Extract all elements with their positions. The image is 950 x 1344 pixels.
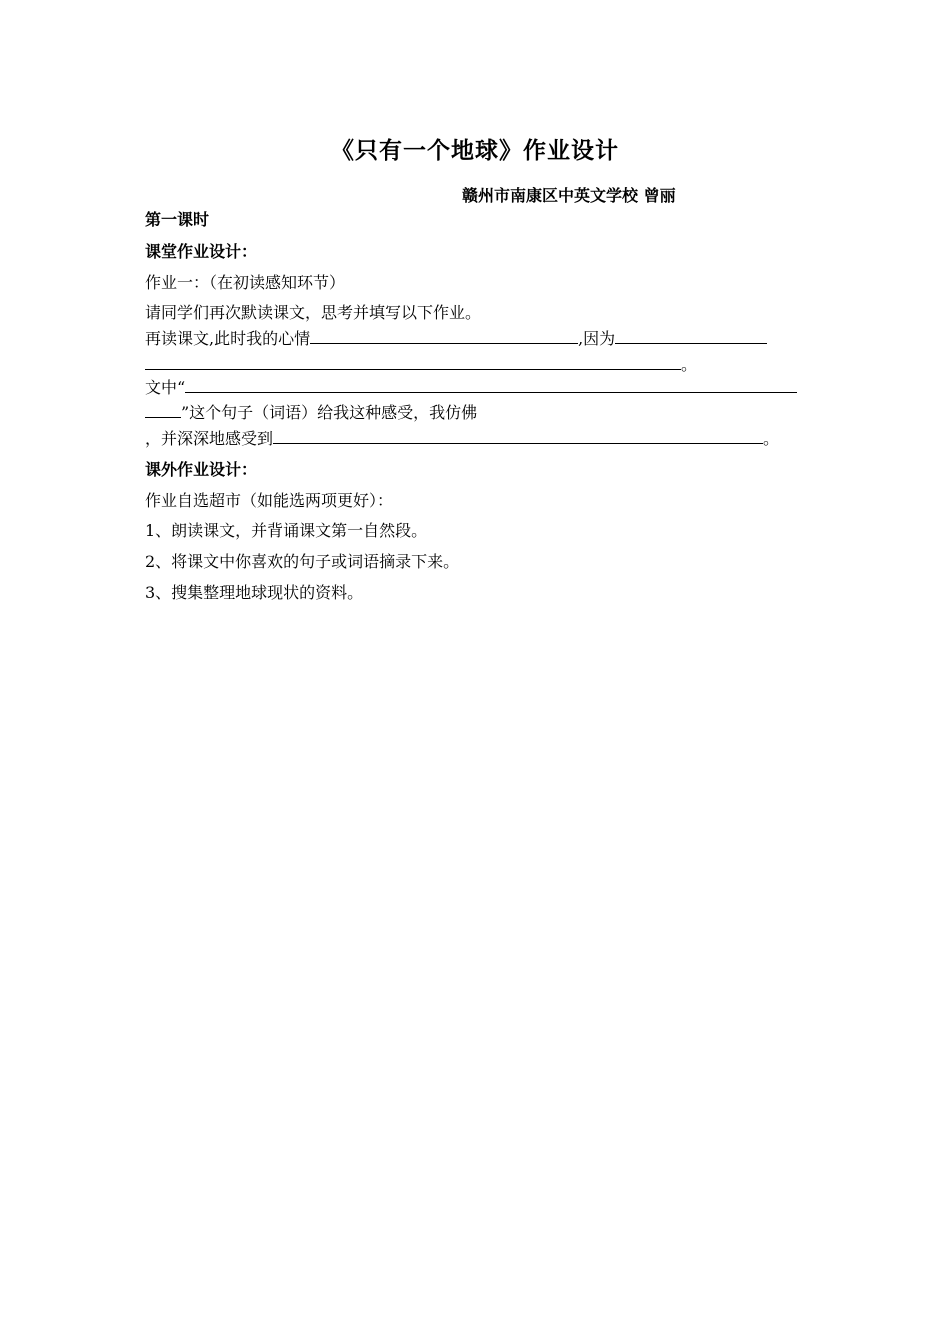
sentence-blank-2[interactable]	[145, 402, 181, 418]
mood-blank[interactable]	[310, 328, 578, 344]
fill-line-3	[145, 375, 797, 398]
task1-intro: 请同学们再次默读课文，思考并填写以下作业。	[145, 303, 482, 322]
fill-line-5	[145, 426, 779, 449]
fill1-because: ,因为	[578, 329, 616, 348]
author-line: 赣州市南康区中英文学校 曾丽	[462, 186, 676, 205]
fill-line-4	[145, 400, 477, 423]
homework-intro: 作业自选超市（如能选两项更好）：	[145, 491, 394, 510]
homework-heading: 课外作业设计：	[145, 460, 258, 479]
homework-option-3: 3、搜集整理地球现状的资料。	[145, 583, 364, 602]
fill1-period: 。	[681, 355, 698, 374]
task1-heading: 作业一：（在初读感知环节）	[145, 273, 346, 292]
sentence-blank-1[interactable]	[185, 377, 797, 393]
fill-line-1	[145, 326, 767, 349]
feeling-blank[interactable]	[273, 428, 763, 444]
lesson-heading: 第一课时	[145, 210, 210, 229]
document-title: 《只有一个地球》作业设计	[331, 138, 619, 164]
reason-blank-1[interactable]	[615, 328, 767, 344]
class-assignment-heading: 课堂作业设计：	[145, 242, 258, 261]
fill-line-2	[145, 352, 697, 375]
fill2-prefix: 文中“	[145, 378, 186, 397]
fill1-prefix: 再读课文,此时我的心情	[145, 329, 311, 348]
fill2-period: 。	[763, 429, 780, 448]
fill2-feel: ，并深深地感受到	[145, 429, 274, 448]
reason-blank-2[interactable]	[145, 354, 681, 370]
fill2-middle: ”这个句子（词语）给我这种感受，我仿佛	[181, 403, 478, 422]
homework-option-2: 2、将课文中你喜欢的句子或词语摘录下来。	[145, 552, 460, 571]
homework-option-1: 1、朗读课文，并背诵课文第一自然段。	[145, 521, 428, 540]
